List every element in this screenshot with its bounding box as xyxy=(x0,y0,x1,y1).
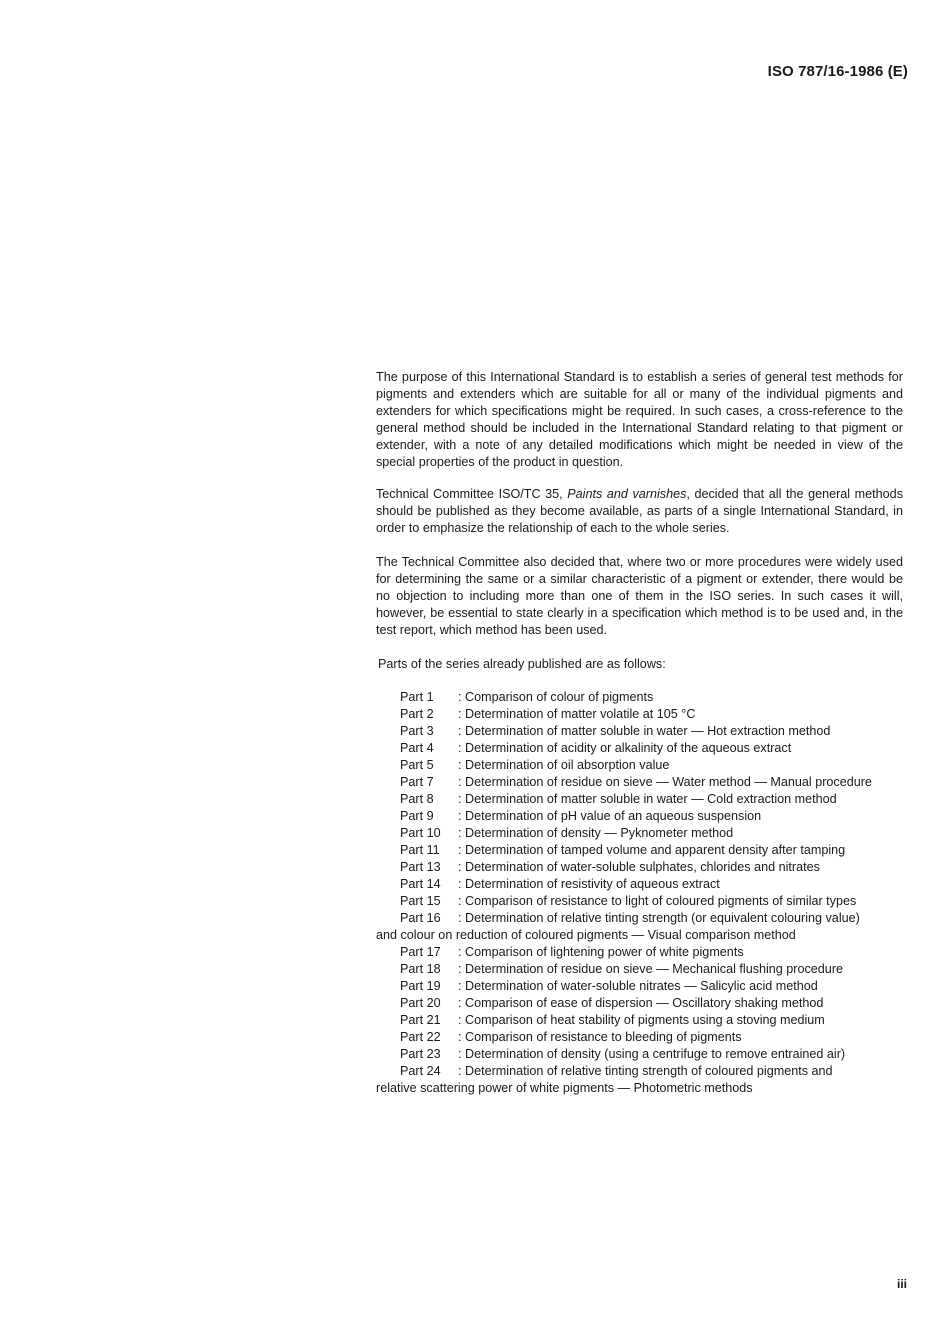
part-number: Part 16 xyxy=(400,911,441,925)
part-number: Part 11 xyxy=(400,843,440,857)
part-number: Part 20 xyxy=(400,996,441,1010)
paragraph-purpose: The purpose of this International Standard is to establish a series of general test methods for pigments and extenders which are suitable for all or many of the individual pigments and extenders for which specifications might be required. In such cases, a cross-reference to the general method should be included in the International Standard relating to that pigment or extender, with a note of any detailed modifications which might be needed in view of the special properties of the product in question. xyxy=(376,370,903,469)
parts-list-intro: Parts of the series already published are as follows: xyxy=(378,657,666,671)
part-number: Part 4 xyxy=(400,741,434,755)
paragraph-tc-text-end: , decided that all the general methods should be published as they become available, as parts of a single International Standard, in order to emphasize the relationship of each to the whole series. xyxy=(376,487,903,535)
list-item xyxy=(400,961,907,978)
part-number: Part 3 xyxy=(400,724,434,738)
list-item xyxy=(400,1029,907,1046)
part-title: : Determination of resistivity of aqueous extract xyxy=(458,877,720,891)
part-number: Part 1 xyxy=(400,690,434,704)
part-number: Part 17 xyxy=(400,945,441,959)
part-number: Part 24 xyxy=(400,1064,441,1078)
list-item xyxy=(376,910,907,944)
part-title-continuation: relative scattering power of white pigments — Photometric methods xyxy=(376,1081,753,1095)
part-title: : Determination of water-soluble nitrates — Salicylic acid method xyxy=(458,979,818,993)
list-item xyxy=(376,1063,907,1097)
paragraph-tc-text-start: Technical Committee ISO/TC 35, xyxy=(376,487,568,501)
part-title: : Determination of matter volatile at 105 °C xyxy=(458,707,696,721)
part-title: : Determination of relative tinting strength (or equivalent colouring value) xyxy=(458,911,860,925)
part-title: : Comparison of resistance to light of coloured pigments of similar types xyxy=(458,894,857,908)
part-title: : Comparison of colour of pigments xyxy=(458,690,654,704)
document-header: ISO 787/16-1986 (E) xyxy=(767,63,908,80)
list-item xyxy=(400,723,907,740)
part-title: : Determination of oil absorption value xyxy=(458,758,670,772)
main-content xyxy=(376,369,903,1097)
parts-list xyxy=(376,689,907,1097)
part-number: Part 10 xyxy=(400,826,441,840)
part-number: Part 5 xyxy=(400,758,434,772)
list-item xyxy=(400,1046,907,1063)
list-item xyxy=(400,825,907,842)
part-title: : Determination of density (using a centrifuge to remove entrained air) xyxy=(458,1047,846,1061)
list-item xyxy=(400,944,907,961)
part-title: : Determination of tamped volume and apparent density after tamping xyxy=(458,843,846,857)
part-title: : Determination of matter soluble in water — Cold extraction method xyxy=(458,792,837,806)
part-number: Part 22 xyxy=(400,1030,441,1044)
part-number: Part 9 xyxy=(400,809,434,823)
part-title: : Comparison of resistance to bleeding of pigments xyxy=(458,1030,742,1044)
committee-title: Paints and varnishes xyxy=(567,487,687,501)
part-number: Part 13 xyxy=(400,860,441,874)
part-title: : Determination of acidity or alkalinity of the aqueous extract xyxy=(458,741,792,755)
list-item xyxy=(400,876,907,893)
part-title: : Determination of residue on sieve — Water method — Manual procedure xyxy=(458,775,872,789)
part-title: : Determination of residue on sieve — Mechanical flushing procedure xyxy=(458,962,844,976)
part-number: Part 18 xyxy=(400,962,441,976)
list-item xyxy=(400,740,907,757)
list-item xyxy=(400,774,907,791)
part-title: : Determination of pH value of an aqueous suspension xyxy=(458,809,762,823)
part-number: Part 2 xyxy=(400,707,434,721)
part-number: Part 7 xyxy=(400,775,434,789)
list-item xyxy=(400,978,907,995)
part-title: : Comparison of ease of dispersion — Oscillatory shaking method xyxy=(458,996,824,1010)
paragraph-technical-committee xyxy=(376,486,903,537)
part-title: : Comparison of lightening power of white pigments xyxy=(458,945,744,959)
part-number: Part 8 xyxy=(400,792,434,806)
part-title: : Determination of density — Pyknometer method xyxy=(458,826,734,840)
list-item xyxy=(400,706,907,723)
list-item xyxy=(400,757,907,774)
part-title: : Comparison of heat stability of pigments using a stoving medium xyxy=(458,1013,825,1027)
part-title-continuation: and colour on reduction of coloured pigments — Visual comparison method xyxy=(376,928,796,942)
part-title: : Determination of relative tinting strength of coloured pigments and xyxy=(458,1064,833,1078)
list-item xyxy=(400,689,907,706)
part-number: Part 23 xyxy=(400,1047,441,1061)
list-item xyxy=(400,893,907,910)
part-title: : Determination of matter soluble in water — Hot extraction method xyxy=(458,724,831,738)
part-number: Part 15 xyxy=(400,894,441,908)
part-number: Part 14 xyxy=(400,877,441,891)
list-item xyxy=(400,859,907,876)
paragraph-procedures: The Technical Committee also decided that, where two or more procedures were widely used for determining the same or a similar characteristic of a pigment or extender, there would be no objection to including more than one of them in the ISO series. In such cases it will, however, be essential to state clearly in a specification which method is to be used and, in the test report, which method has been used. xyxy=(376,555,903,637)
list-item xyxy=(400,791,907,808)
part-number: Part 21 xyxy=(400,1013,441,1027)
list-item xyxy=(400,995,907,1012)
part-number: Part 19 xyxy=(400,979,441,993)
list-item xyxy=(400,1012,907,1029)
list-item xyxy=(400,842,907,859)
page-number: iii xyxy=(896,1277,907,1291)
part-title: : Determination of water-soluble sulphates, chlorides and nitrates xyxy=(458,860,820,874)
list-item xyxy=(400,808,907,825)
